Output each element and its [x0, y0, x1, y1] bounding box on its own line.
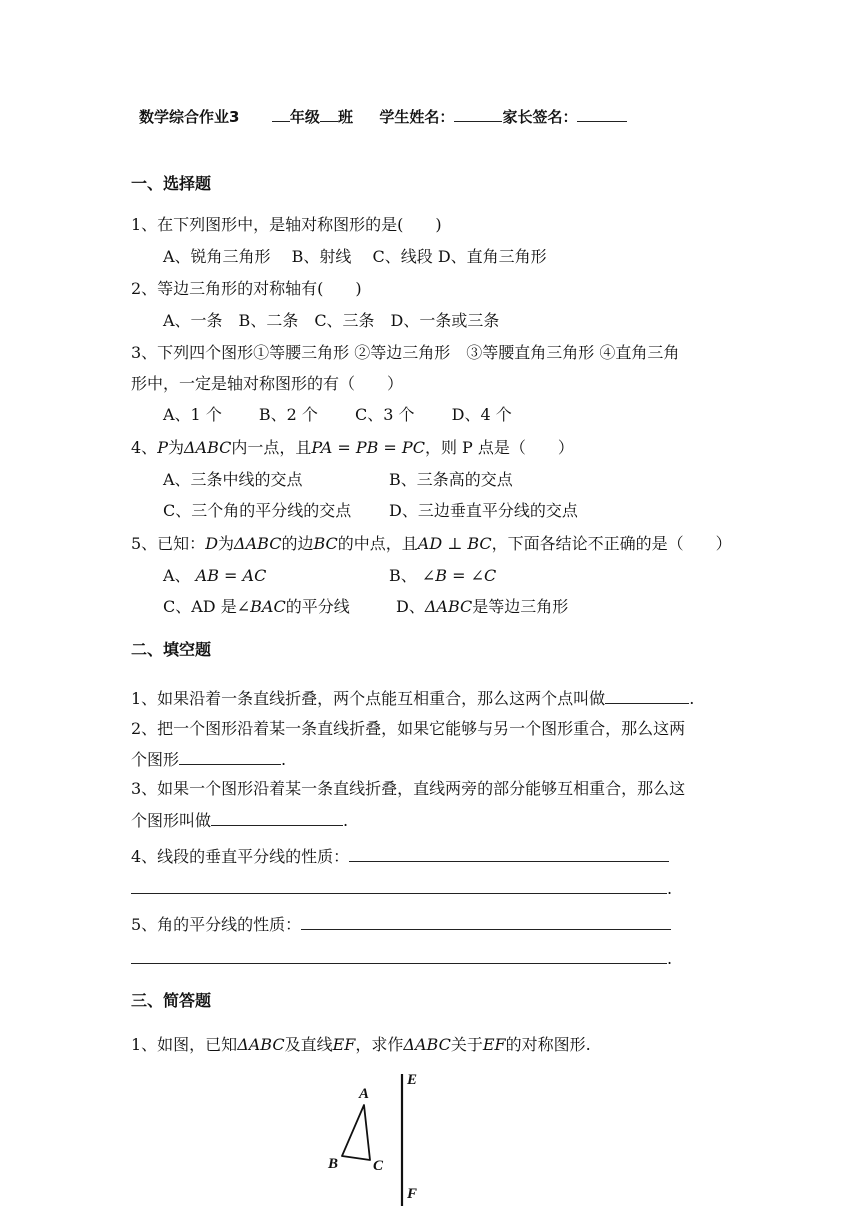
fill-q2-line2	[131, 749, 286, 770]
short-q1-text-2: 及直线	[284, 1035, 333, 1054]
fill-q3-text: 个图形叫做	[131, 811, 212, 830]
q5-option-a-math: AB = AC	[195, 566, 267, 585]
class-label: 班	[337, 108, 353, 126]
q5-perpendicular: AD ⊥ BC	[417, 534, 492, 553]
section-heading-fill: 二、填空题	[131, 640, 212, 659]
q5-option-c	[163, 597, 350, 617]
fill-q5-blank-1[interactable]	[301, 914, 671, 930]
q5-option-a	[163, 566, 266, 586]
short-q1-text-5: 的对称图形.	[505, 1035, 591, 1054]
vertex-a-label: A	[359, 1086, 370, 1102]
fill-q1	[131, 688, 694, 709]
vertex-b-label: B	[328, 1156, 339, 1172]
q5-text-1: 为	[218, 534, 235, 553]
fill-q1-text: 1、如果沿着一条直线折叠，两个点能互相重合，那么这两个点叫做	[131, 689, 606, 708]
q4-option-b: B、三条高的交点	[389, 470, 513, 489]
q5-option-d-text-2: 是等边三角形	[472, 597, 569, 616]
triangle-abc	[342, 1105, 370, 1160]
fill-q3-line2	[131, 810, 348, 831]
q5-option-d	[396, 597, 568, 617]
q2-options: A、一条 B、二条 C、三条 D、一条或三条	[163, 311, 500, 330]
fill-q4	[131, 846, 669, 867]
triangle-figure	[320, 1068, 440, 1208]
q5-text-3: 的中点，且	[337, 534, 418, 553]
fill-q2-line1: 2、把一个图形沿着某一条直线折叠，如果它能够与另一个图形重合，那么这两	[131, 719, 686, 738]
fill-q1-blank[interactable]	[605, 688, 689, 704]
q4-stem	[131, 438, 574, 458]
q5-triangle: ΔABC	[234, 534, 282, 553]
class-blank[interactable]	[320, 106, 338, 122]
q4-option-c: C、三个角的平分线的交点	[163, 501, 352, 520]
fill-q5-period: .	[667, 949, 673, 968]
q5-prefix: 5、已知：	[131, 534, 206, 553]
vertex-c-label: C	[373, 1158, 384, 1174]
q4-text-1: 为	[167, 438, 184, 457]
q4-prefix: 4、	[131, 438, 158, 457]
q5-point-d: D	[205, 534, 219, 553]
q5-side-bc: BC	[313, 534, 338, 553]
q1-stem: 1、在下列图形中，是轴对称图形的是( )	[131, 215, 442, 234]
q5-option-d-text-1: D、	[396, 597, 425, 616]
short-q1-line-ef-1: EF	[332, 1035, 356, 1054]
parent-signature-label: 家长签名：	[502, 108, 578, 126]
fill-q5-cont	[131, 948, 672, 969]
fill-q5	[131, 914, 671, 935]
q4-triangle: ΔABC	[183, 438, 232, 457]
fill-q5-text: 5、角的平分线的性质：	[131, 915, 302, 934]
fill-q4-blank-1[interactable]	[349, 846, 669, 862]
fill-q3-blank[interactable]	[211, 810, 343, 826]
q4-text-2: 内一点，且	[231, 438, 312, 457]
q5-suffix: ，下面各结论不正确的是（ ）	[491, 534, 732, 553]
q5-stem	[131, 534, 732, 554]
q1-options: A、锐角三角形 B、射线 C、线段 D、直角三角形	[163, 247, 547, 266]
fill-q2-period: .	[281, 750, 287, 769]
q4-option-d: D、三边垂直平分线的交点	[389, 501, 578, 520]
point-f-label: F	[407, 1186, 418, 1202]
short-q1	[131, 1035, 591, 1055]
fill-q5-blank-2[interactable]	[131, 948, 667, 964]
short-q1-triangle-1: ΔABC	[237, 1035, 285, 1054]
short-q1-text-4: 关于	[450, 1035, 483, 1054]
q2-stem: 2、等边三角形的对称轴有( )	[131, 279, 362, 298]
fill-q4-cont	[131, 878, 672, 899]
fill-q3-line1: 3、如果一个图形沿着某一条直线折叠，直线两旁的部分能够互相重合，那么这	[131, 779, 686, 798]
fill-q4-period: .	[667, 879, 673, 898]
q3-options: A、1 个 B、2 个 C、3 个 D、4 个	[163, 405, 512, 424]
q5-option-c-math: ∠BAC	[236, 597, 286, 616]
q5-option-d-math: ΔABC	[424, 597, 473, 616]
student-name-label: 学生姓名：	[379, 108, 455, 126]
short-q1-text-3: ，求作	[355, 1035, 404, 1054]
q5-option-b-label: B、	[389, 566, 417, 585]
page-title: 数学综合作业3	[139, 108, 240, 126]
q4-option-a: A、三条中线的交点	[163, 470, 303, 489]
q5-option-b-math: ∠B = ∠C	[421, 566, 497, 585]
q5-option-c-text-1: C、AD 是	[163, 597, 237, 616]
short-q1-line-ef-2: EF	[482, 1035, 506, 1054]
student-name-blank[interactable]	[454, 106, 502, 122]
q4-equation: PA = PB = PC	[311, 438, 425, 457]
grade-label: 年级	[289, 108, 320, 126]
q5-option-c-text-2: 的平分线	[285, 597, 350, 616]
q4-suffix: ，则 P 点是（ ）	[424, 438, 574, 457]
section-heading-choice: 一、选择题	[131, 174, 212, 193]
q5-option-b	[389, 566, 496, 586]
fill-q4-text: 4、线段的垂直平分线的性质：	[131, 847, 350, 866]
triangle-figure-svg	[320, 1068, 440, 1208]
q3-stem-cont: 形中，一定是轴对称图形的有（ ）	[131, 374, 404, 393]
fill-q1-period: .	[689, 689, 695, 708]
fill-q3-period: .	[343, 811, 349, 830]
short-q1-triangle-2: ΔABC	[403, 1035, 451, 1054]
point-e-label: E	[407, 1072, 418, 1088]
fill-q2-blank[interactable]	[179, 749, 281, 765]
q5-option-a-label: A、	[163, 566, 191, 585]
q3-stem: 3、下列四个图形①等腰三角形 ②等边三角形 ③等腰直角三角形 ④直角三角	[131, 343, 680, 362]
grade-blank[interactable]	[272, 106, 290, 122]
q5-text-2: 的边	[281, 534, 314, 553]
parent-signature-blank[interactable]	[577, 106, 627, 122]
short-q1-text-1: 1、如图，已知	[131, 1035, 238, 1054]
page-title-row	[139, 106, 627, 127]
section-heading-short-answer: 三、简答题	[131, 991, 212, 1010]
q4-point-p: P	[157, 438, 168, 457]
fill-q4-blank-2[interactable]	[131, 878, 667, 894]
fill-q2-text: 个图形	[131, 750, 180, 769]
